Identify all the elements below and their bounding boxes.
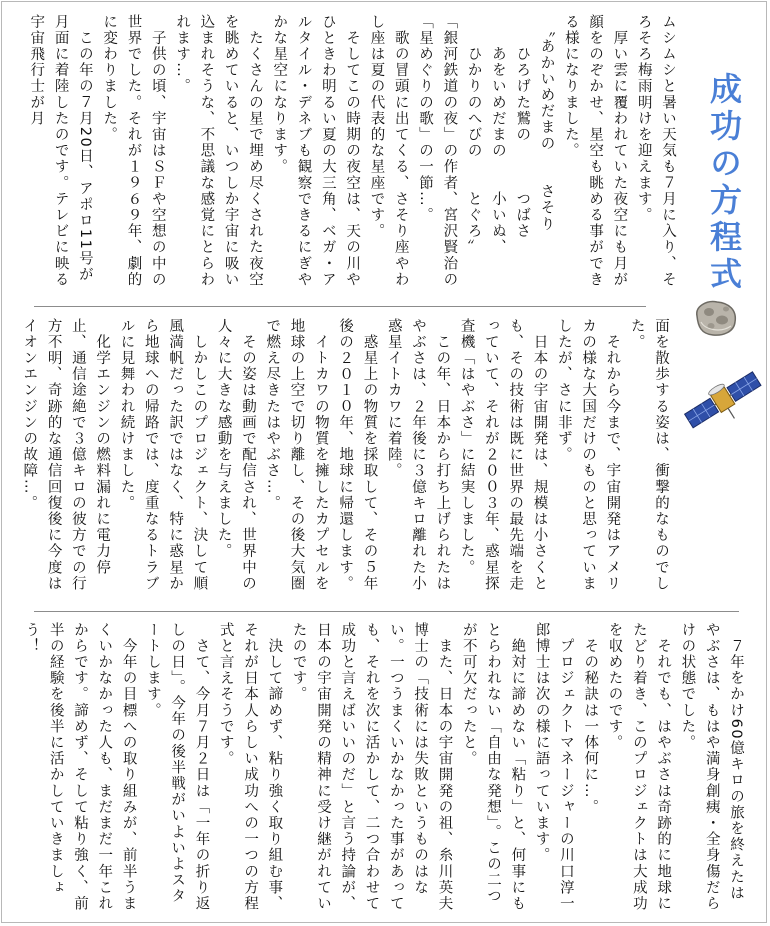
section-divider-1 (34, 306, 646, 307)
page-title: 成功の方程式 (705, 72, 743, 294)
asteroid-icon (691, 298, 739, 338)
hayabusa-probe-icon (680, 342, 766, 462)
article-section-1: ムシムシと暑い天気も７月に入り、そろそろ梅雨明けを迎えます。 厚い雲に覆われていた夜空にも月が顔をのぞかせ、星空も眺める事ができる様になりました。 〝あかいめだまの さそり ひろげた鷲の つばさ あをいめだまの 小いぬ、 ひかりのへびの とぐろ〟 「銀河鉄道の夜」の作者、宮沢賢治の「星めぐりの歌」の一節…。 歌の冒頭に出てくる、さそり座やわし座は夏の代表的な星座です。 そしてこの時期の夜空は、天の川やひときわ明るい夏の大三角、ベガ・アルタイル・デネブも観察できるにぎやかな星空になります。 たくさんの星で埋め尽くされた夜空を眺めていると、いつしか宇宙に吸い込まれそうな、不思議な感覚にとらわれます…。 子供の頃、宇宙はＳＦや空想の中の世界でした。それが１９６９年、劇的に変わりました。 この年の７月20日、アポロ11号が月面に着陸したのです。テレビに映る宇宙飛行士が月 (28, 14, 676, 288)
article-section-2: 面を散歩する姿は、衝撃的なものでした。 それから今まで、宇宙開発はアメリカの様な大国だけのものと思っていましたが、さに非ず。 日本の宇宙開発は、規模は小さくとも、その技術は既に世界の最先端を走っていて、それが２００３年、惑星探査機「はやぶさ」に結実しました。 この年、日本から打ち上げられたはやぶさは、２年後に３億キロ離れた小惑星イトカワに着陸。 惑星上の物質を採取して、その５年後の２０１０年、地球に帰還します。 イトカワの物質を擁したカプセルを地球の上空で切り離し、その後大気圏で燃え尽きたはやぶさ…。 その姿は動画で配信され、世界中の人々に大きな感動を与えました。 しかしこのプロジェクト、決して順風満帆だった訳ではなく、特に惑星から地球への帰路では、度重なるトラブルに見舞われ続けました。 化学エンジンの燃料漏れに電力停止、通信途絶で３億キロの彼方での行方不明、奇跡的な通信回復後に今度はイオンエンジンの故障…。 (21, 318, 669, 592)
article-section-3: ７年をかけ60億キロの旅を終えたはやぶさは、もはや満身創痍・全身傷だらけの状態でした。 それでも、はやぶさは奇跡的に地球にたどり着き、このプロジェクトは大成功を収めたのです。 その秘訣は一体何に…。 プロジェクトマネージャーの川口淳一郎博士は次の様に語っています。 絶対に諦めない「粘り」と、何事にもとらわれない「自由な発想」。この二つが不可欠だったと。 また、日本の宇宙開発の祖、糸川英夫博士の「技術には失敗というものはない。一つうまくいかなかった事があっても、それを次に活かして、二つ合わせて成功と言えばいいのだ」と言う持論が、日本の宇宙開発の精神に受け継がれていたのです。 決して諦めず、粘り強く取り組む事、それが日本人らしい成功への一つの方程式と言えそうです。 さて、今月７月２日は「一年の折り返しの日」。今年の後半戦がいよいよスタートします。 今年の目標への取り組みが、前半うまくいかなかった人も、まだまだ一年これからです。諦めず、そして粘り強く、前半の経験を後半に活かしていきましょう！ (23, 622, 744, 912)
section-divider-2 (34, 611, 739, 612)
